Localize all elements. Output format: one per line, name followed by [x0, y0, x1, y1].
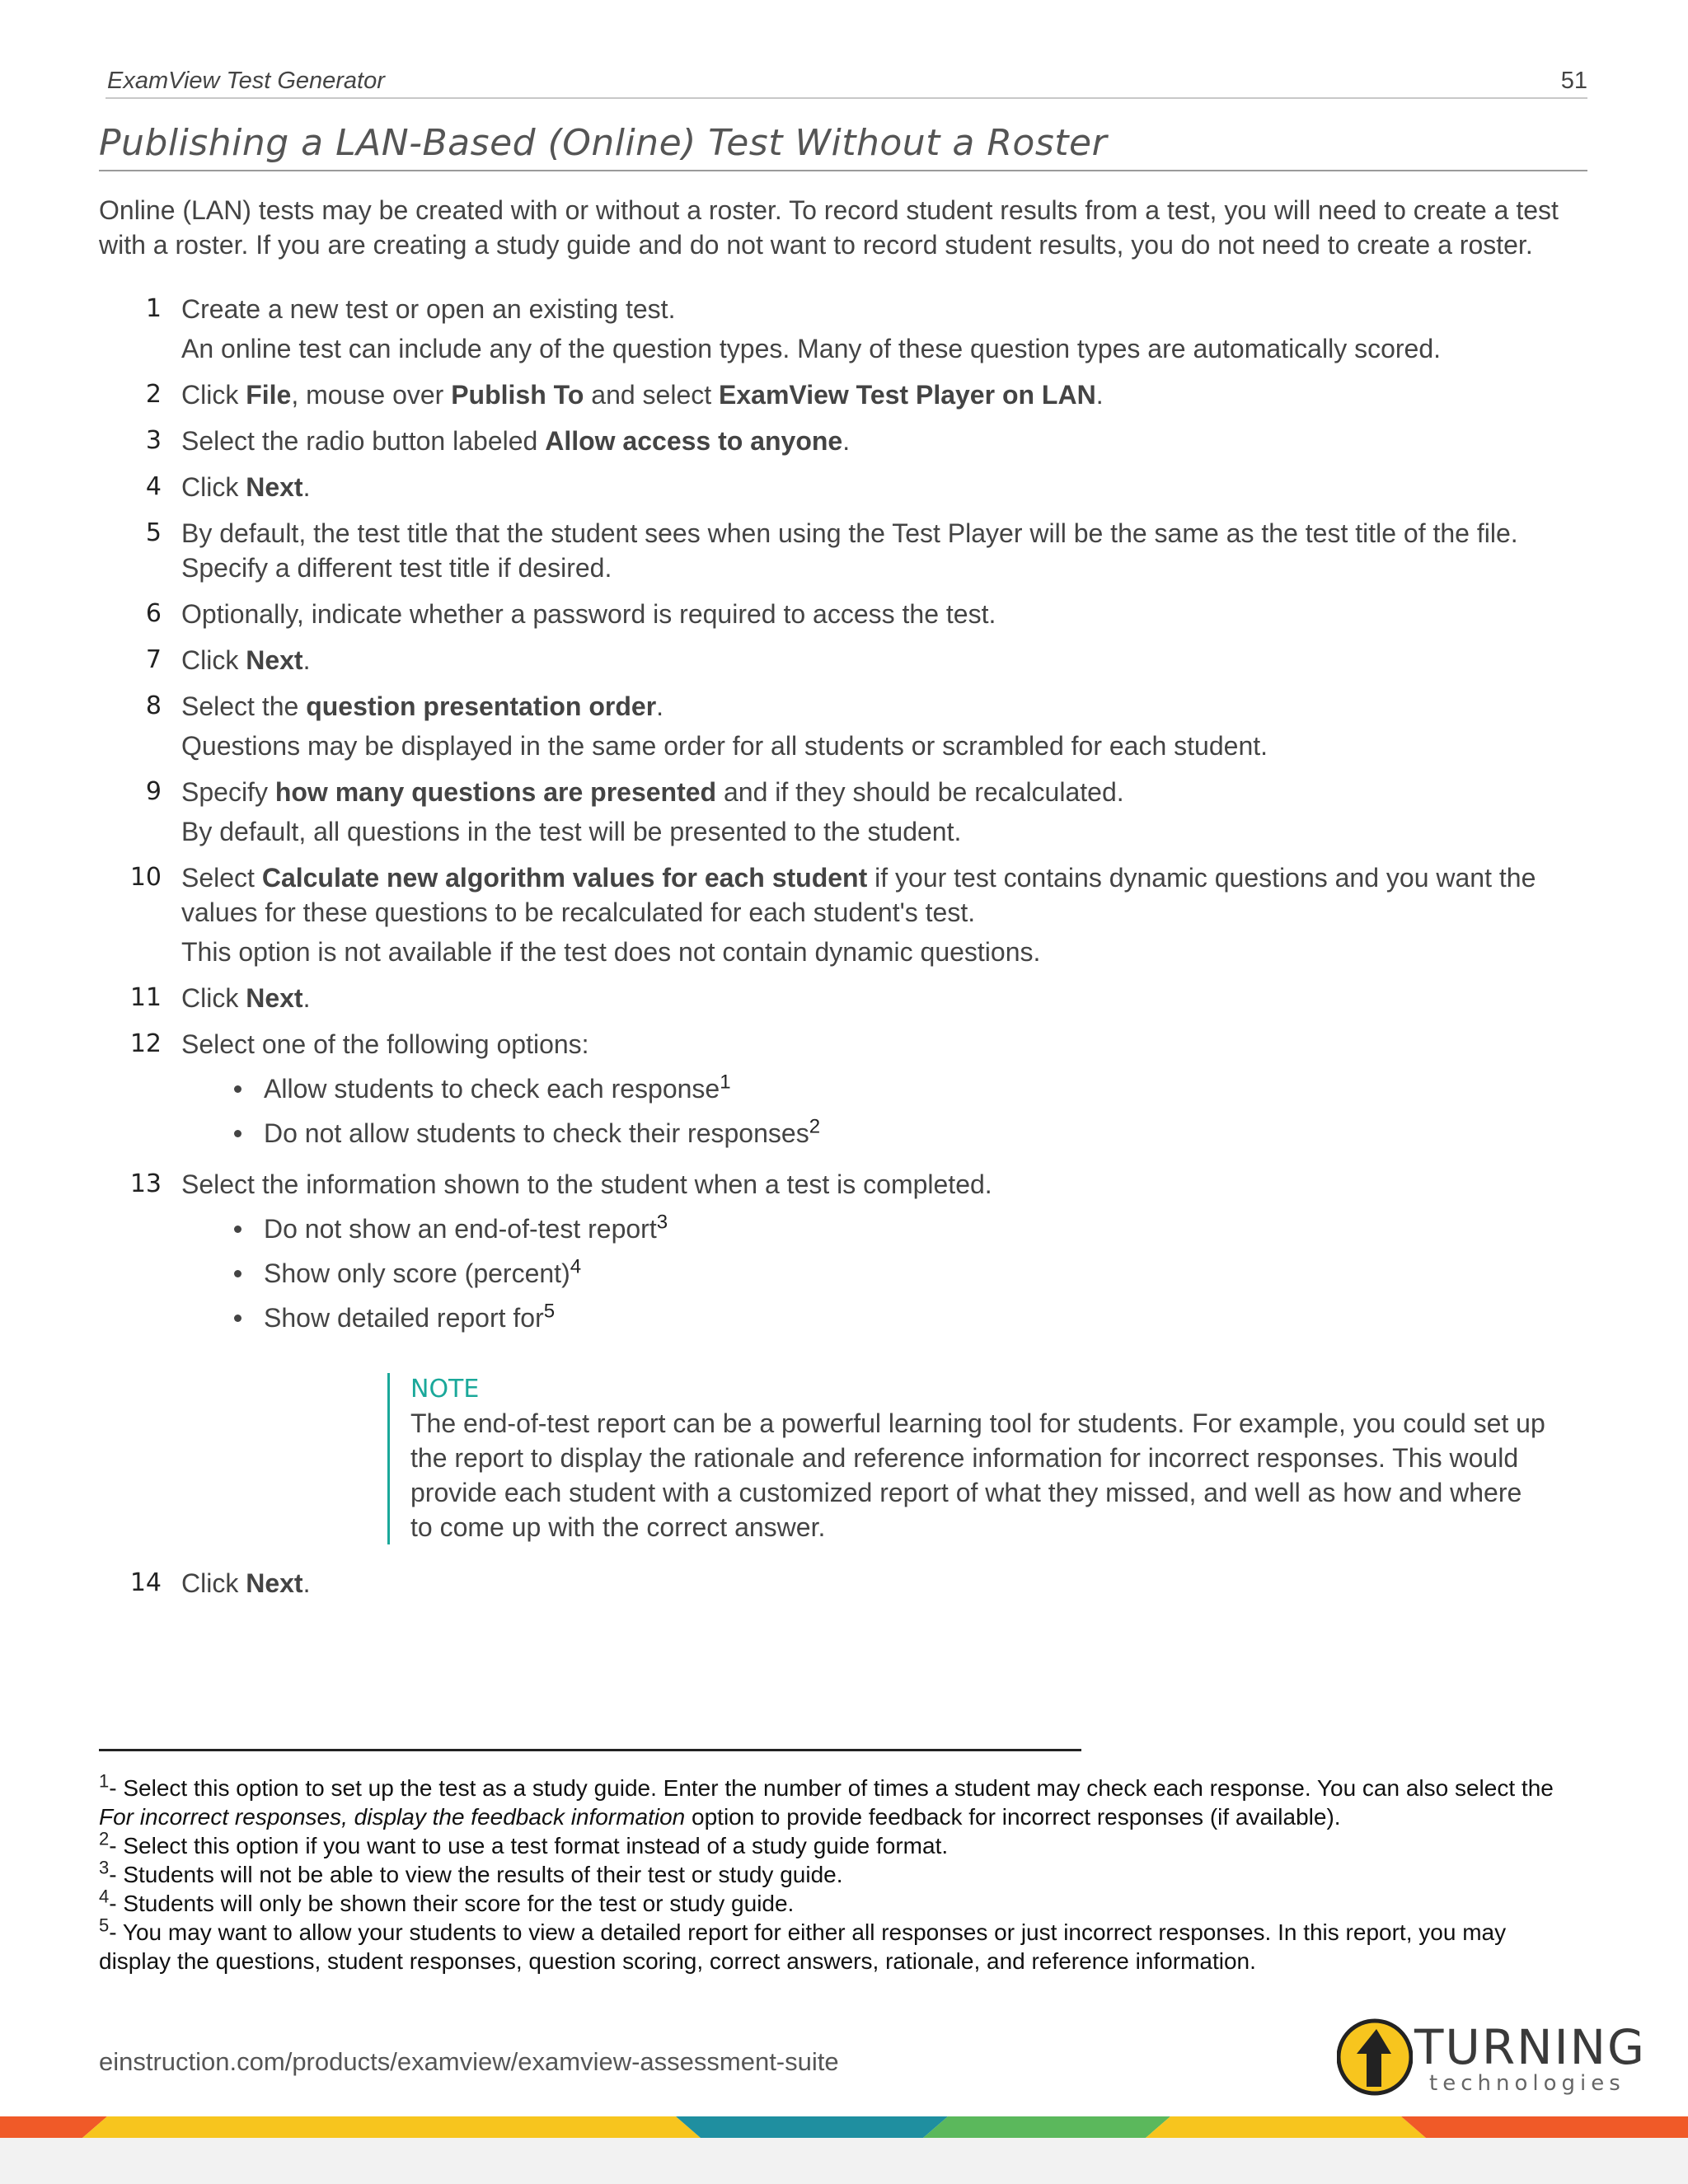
footer-color-bar	[0, 2116, 1688, 2138]
footer-bottom-band	[0, 2138, 1688, 2184]
color-bar-segment	[676, 2116, 948, 2138]
note-body: The end-of-test report can be a powerful learning tool for students. For example, you could set up the report to display the rationale and reference information for incorrect responses. This would provide each student with a customized report of what they missed, and well as how and where to come up with the correct answer.	[410, 1408, 1545, 1542]
step-text: By default, the test title that the student sees when using the Test Player will be the same as the test title of the file. Specify a different test title if desired.	[181, 518, 1518, 583]
bullet-icon	[234, 1315, 241, 1322]
step-number: 5	[145, 518, 162, 547]
step-text: Select one of the following options:	[181, 1029, 589, 1059]
step-number: 14	[129, 1568, 162, 1597]
logo-text-technologies: technologies	[1429, 2071, 1625, 2096]
step-number: 12	[129, 1029, 162, 1058]
step-number: 1	[145, 294, 162, 323]
step-text: Select the radio button labeled Allow access to anyone.	[181, 426, 851, 456]
step-subtext: Questions may be displayed in the same order for all students or scrambled for each student.	[181, 731, 1268, 761]
footer-url-link[interactable]: einstruction.com/products/examview/examview-assessment-suite	[99, 2047, 839, 2076]
list-item: Do not show an end-of-test report$^3$	[231, 1207, 1587, 1251]
bullet-icon	[234, 1226, 241, 1233]
step-number: 4	[145, 472, 162, 501]
step-text: Optionally, indicate whether a password is required to access the test.	[181, 599, 996, 629]
step-number: 13	[129, 1169, 162, 1198]
list-item: Allow students to check each response$^1$	[231, 1066, 1587, 1111]
bullet-icon	[234, 1085, 241, 1093]
options-list	[181, 1207, 1587, 1340]
header-page-number: 51	[1560, 68, 1587, 94]
intro-paragraph: Online (LAN) tests may be created with or without a roster. To record student results from a test, you will need to create a test with a roster. If you are creating a study guide and do not want to record student results, you do not need to create a roster.	[99, 195, 1559, 260]
step-number: 11	[129, 983, 162, 1012]
step-12	[99, 1027, 1587, 1155]
step-14	[99, 1566, 1587, 1601]
turning-logo-icon	[1337, 2016, 1413, 2098]
step-text: Select the question presentation order.	[181, 691, 664, 721]
step-text: Click Next.	[181, 1568, 311, 1598]
list-item: Show only score (percent)$^4$	[231, 1251, 1587, 1296]
bullet-icon	[234, 1270, 241, 1277]
step-text: Click Next.	[181, 645, 311, 675]
section-heading: Publishing a LAN-Based (Online) Test Without a Roster	[99, 122, 1587, 171]
turning-technologies-logo	[1337, 2016, 1647, 2098]
footnote-ref[interactable]: 5	[543, 1300, 556, 1323]
logo-text-turning: TURNING	[1414, 2019, 1647, 2075]
steps-list	[99, 292, 1587, 1612]
step-2	[99, 377, 1587, 412]
step-4	[99, 470, 1587, 504]
color-bar-segment	[1146, 2116, 1426, 2138]
options-list	[181, 1066, 1587, 1155]
step-13	[99, 1167, 1587, 1544]
footnote-1: $^1$- Select this option to set up the test as a study guide. Enter the number of times a student may check each response. You can also select the For incorrect responses, display the feedback information option to provide feedback for incorrect responses (if available).	[99, 1770, 1554, 1830]
step-9	[99, 775, 1587, 849]
step-8	[99, 689, 1587, 763]
footnote-5: $^5$- You may want to allow your students to view a detailed report for either all responses or just incorrect responses. In this report, you may display the questions, student responses, question scoring, correct answers, rationale, and reference information.	[99, 1915, 1507, 1974]
running-header	[106, 68, 1587, 99]
step-11	[99, 981, 1587, 1015]
step-text: Select Calculate new algorithm values for each student if your test contains dynamic questions and you want the values for these questions to be recalculated for each student's test.	[181, 863, 1536, 927]
step-number: 8	[145, 691, 162, 720]
step-7	[99, 643, 1587, 677]
step-6	[99, 597, 1587, 631]
footnote-ref[interactable]: 3	[656, 1211, 668, 1234]
header-doc-title: ExamView Test Generator	[107, 68, 385, 94]
step-number: 10	[129, 863, 162, 892]
step-text: Create a new test or open an existing test.	[181, 294, 676, 324]
note-callout	[387, 1373, 1548, 1544]
step-number: 6	[145, 599, 162, 628]
color-bar-segment	[923, 2116, 1170, 2138]
step-10	[99, 860, 1587, 969]
footnote-ref[interactable]: 1	[720, 1071, 731, 1094]
step-number: 3	[145, 426, 162, 455]
step-text: Click File, mouse over Publish To and select ExamView Test Player on LAN.	[181, 380, 1104, 410]
footnote-divider	[99, 1749, 1081, 1751]
step-text: Select the information shown to the student when a test is completed.	[181, 1169, 992, 1199]
step-subtext: By default, all questions in the test will be presented to the student.	[181, 817, 962, 846]
color-bar-segment	[82, 2116, 701, 2138]
footnote-4: $^4$- Students will only be shown their score for the test or study guide.	[99, 1886, 795, 1916]
step-text: Specify how many questions are presented and if they should be recalculated.	[181, 777, 1124, 807]
footnote-ref[interactable]: 2	[809, 1115, 821, 1138]
footnote-2: $^2$- Select this option if you want to use a test format instead of a study guide format.	[99, 1828, 949, 1858]
bullet-icon	[234, 1130, 241, 1137]
step-number: 7	[145, 645, 162, 674]
footnote-3: $^3$- Students will not be able to view the results of their test or study guide.	[99, 1857, 843, 1887]
note-label: NOTE	[410, 1375, 480, 1404]
step-subtext: This option is not available if the test does not contain dynamic questions.	[181, 937, 1041, 967]
footnotes	[99, 1770, 1582, 1975]
color-bar-segment	[1401, 2116, 1688, 2138]
step-text: Click Next.	[181, 983, 311, 1013]
step-subtext: An online test can include any of the question types. Many of these question types are automatically scored.	[181, 334, 1442, 363]
step-1	[99, 292, 1587, 366]
footnote-ref[interactable]: 4	[570, 1255, 582, 1278]
step-text: Click Next.	[181, 472, 311, 502]
list-item: Do not allow students to check their responses$^2$	[231, 1111, 1587, 1155]
step-3	[99, 424, 1587, 458]
step-number: 2	[145, 380, 162, 409]
step-number: 9	[145, 777, 162, 806]
step-5	[99, 516, 1587, 585]
list-item: Show detailed report for$^5$	[231, 1296, 1587, 1340]
